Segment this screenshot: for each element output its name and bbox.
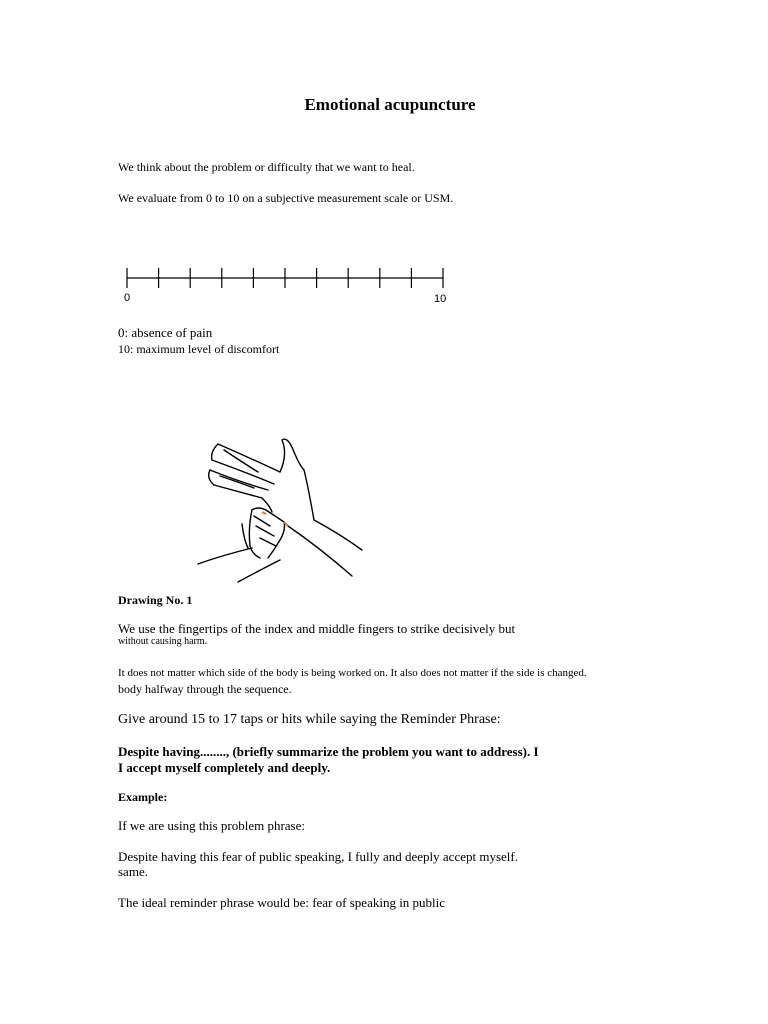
scale-legend-0: 0: absence of pain <box>118 325 213 340</box>
intro-line-1: We think about the problem or difficulty that we want to heal. <box>118 160 415 174</box>
tapping-arm-top <box>198 548 252 564</box>
taps-instruction: Give around 15 to 17 taps or hits while saying the Reminder Phrase: <box>118 712 501 727</box>
fingertips-line-1: We use the fingertips of the index and middle fingers to strike decisively but <box>118 621 516 636</box>
hand-tapping-wrist-illustration <box>190 430 380 590</box>
forearm-top <box>304 470 362 550</box>
side-line-1: It does not matter which side of the body is being worked on. It also does not matter if the side is changed. <box>118 667 587 679</box>
forearm-bottom <box>288 526 352 576</box>
page-title: Emotional acupuncture <box>304 95 476 114</box>
fingertips-line-2: without causing harm. <box>118 636 208 647</box>
usm-scale <box>0 0 768 330</box>
example-reminder: The ideal reminder phrase would be: fear of speaking in public <box>118 895 446 910</box>
example-phrase-line-2: same. <box>118 864 148 879</box>
tapping-arm-bottom <box>238 560 280 582</box>
drawing-caption: Drawing No. 1 <box>118 593 193 607</box>
thumb <box>280 439 304 472</box>
example-heading: Example: <box>118 790 168 804</box>
scale-legend-10: 10: maximum level of discomfort <box>118 342 280 356</box>
intro-line-2: We evaluate from 0 to 10 on a subjective measurement scale or USM. <box>118 191 454 205</box>
reminder-phrase-line-2: I accept myself completely and deeply. <box>118 760 331 775</box>
scale-min-label: 0 <box>124 292 131 304</box>
finger-4 <box>214 485 262 498</box>
finger-3 <box>210 470 268 490</box>
reminder-phrase-line-1: Despite having........, (briefly summarize the problem you want to address). I <box>118 744 539 759</box>
example-phrase-line-1: Despite having this fear of public speaking, I fully and deeply accept myself. <box>118 849 518 864</box>
scale-max-label: 10 <box>434 293 447 305</box>
finger-1 <box>218 444 280 472</box>
finger-2 <box>212 460 274 484</box>
side-line-2: body halfway through the sequence. <box>118 682 292 696</box>
example-intro: If we are using this problem phrase: <box>118 818 306 833</box>
